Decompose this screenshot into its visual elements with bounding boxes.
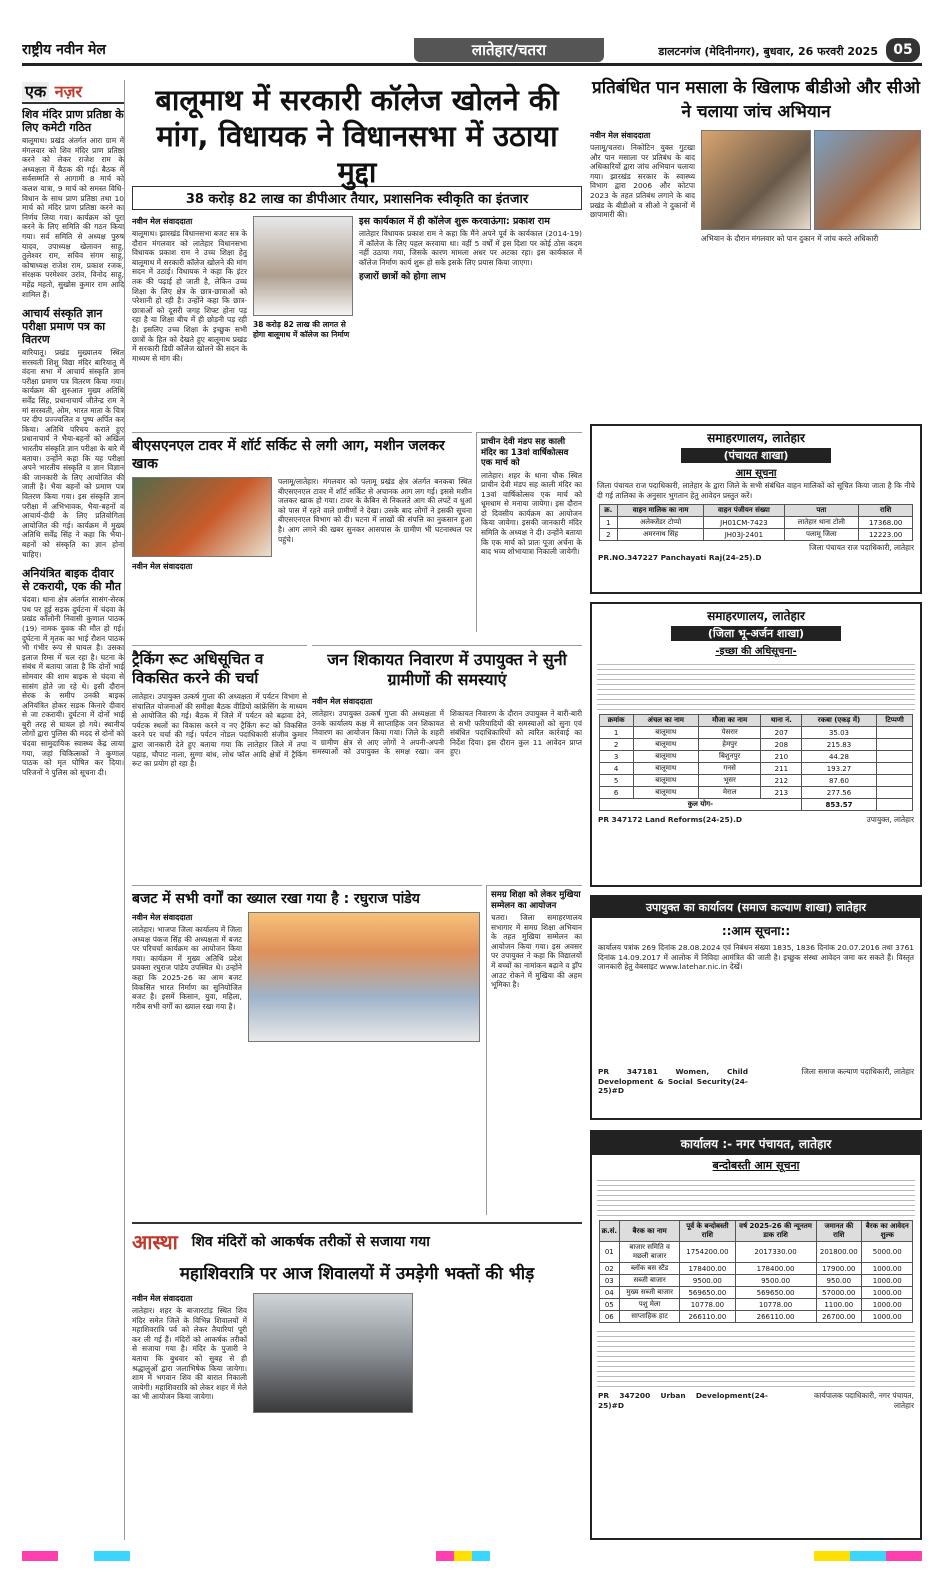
shiksha-title: समग्र शिक्षा को लेकर मुखिया सम्मेलन का आयोजन — [491, 890, 581, 911]
notice-fine-print — [597, 1176, 915, 1216]
table-cell: बालूमाथ — [633, 727, 698, 739]
notice-sub: (पंचायत शाखा) — [681, 448, 831, 463]
table-cell: साप्ताहिक हाट — [620, 1311, 680, 1323]
byline: नवीन मेल संवाददाता — [132, 1294, 193, 1303]
notice-title: ::आम सूचना:: — [721, 924, 791, 938]
aastha-text: लातेहार। शहर के बाजारटांड़ स्थित शिव मंदिर समेत जिले के विभिन्न शिवालयों में महाशिवरात्रि पर्व को लेकर तैयारियां पूरी कर ली गई हैं। मंदिरों को आकर्षक तरीकों से सजाया गया है। मंदिर के पुजारी ने बताया कि बुधवार को सुबह से ही श्रद्धालुओं द्वारा जलाभिषेक किया जायेगा। शाम में भगवान शिव की बारात निकाली जायेगी। महाशिवरात्रि को लेकर शहर में मेले का भी आयोजन किया जायेगा। — [132, 1306, 247, 1402]
shivling-photo — [253, 1293, 413, 1413]
table-cell — [876, 739, 913, 751]
masthead — [22, 36, 922, 66]
shop-inspection-photo — [814, 130, 921, 230]
table-cell: 1000.00 — [862, 1287, 913, 1299]
notice-title: बन्दोबस्ती आम सूचना — [712, 1159, 800, 1172]
aastha-label: आस्था — [132, 1230, 178, 1254]
sidebar-subtitle: हजारों छात्रों को होगा लाभ — [359, 272, 446, 283]
aastha-headline: महाशिवरात्रि पर आज शिवालयों में उमड़ेगी भक्तों की भीड़ — [179, 1264, 535, 1284]
table-cell: 569650.00 — [680, 1287, 735, 1299]
table-cell: 3 — [599, 751, 633, 763]
table-cell: JH03J-2401 — [704, 529, 785, 541]
shop-inspection-photo — [701, 130, 811, 230]
trekking-text: लातेहार। उपायुक्त उत्कर्ष गुप्ता की अध्यक्षता में पर्यटन विभाग से संचालित योजनाओं की समीक्षा बैठक वीडियो कांफ्रेंसिंग के माध्यम से आयोजित की गई। बैठक में जिले में पर्यटन को बढ़ावा देने, पर्यटक स्थलों का विकास करने व नए ट्रैकिंग रूट को विकसित करने पर चर्चा की गई। पर्यटन नोडल पदाधिकारी संजीव कुमार द्वारा जानकारी देते हुए बताया गया कि लातेहार जिले में तपा पहाड़, चौपाट नाला, सुग्गा बांध, लोध फॉल आदि क्षेत्रों में ट्रैकिंग रूट का प्रयोग हो रहा है। — [132, 692, 307, 769]
table-cell: 210 — [761, 751, 802, 763]
table-cell: 12223.00 — [858, 529, 913, 541]
table-cell: 44.28 — [802, 751, 877, 763]
right-headline: प्रतिबंधित पान मसाला के खिलाफ बीडीओ और सीओ ने चलाया जांच अभियान — [592, 78, 920, 122]
notice-ref: PR.NO.347227 Panchayati Raj(24-25).D — [598, 552, 762, 562]
fire-story — [132, 432, 472, 632]
grievance-story — [312, 645, 582, 875]
table-cell: 950.00 — [816, 1275, 862, 1287]
lead-headline: बालूमाथ में सरकारी कॉलेज खोलने की मांग, विधायक ने विधानसभा में उठाया मुद्दा — [155, 83, 559, 189]
table-cell: 05 — [599, 1299, 619, 1311]
table-cell: बालूमाथ — [633, 739, 698, 751]
budget-story — [132, 885, 482, 1215]
table-cell: 178400.00 — [735, 1263, 816, 1275]
notice-signature: उपायुक्त, लातेहार — [866, 815, 914, 824]
table-cell: बाजार समिति व मछली बाजार — [620, 1242, 680, 1263]
table-header: जमानत की राशि — [816, 1221, 862, 1242]
aastha-kicker: शिव मंदिरों को आकर्षक तरीकों से सजाया गया — [191, 1234, 430, 1250]
notice-municipal — [590, 1130, 922, 1540]
table-cell: भूसर — [698, 775, 761, 787]
table-row — [599, 739, 913, 751]
table-cell: 01 — [599, 1242, 619, 1263]
table-row — [599, 775, 913, 787]
table-cell: 1 — [599, 727, 633, 739]
notice-signature: कार्यपालक पदाधिकारी, नगर पंचायत, लातेहार — [813, 1391, 914, 1410]
table-cell: बालूमाथ — [633, 763, 698, 775]
sidebar-title: इस कार्यकाल में ही कॉलेज शुरू करवाऊंगा: प्रकाश राम — [359, 216, 550, 227]
byline: नवीन मेल संवाददाता — [312, 697, 373, 706]
table-header: वाहन मालिक का नाम — [618, 505, 704, 517]
table-cell — [876, 751, 913, 763]
table-cell: 06 — [599, 1311, 619, 1323]
table-cell: 5000.00 — [862, 1242, 913, 1263]
table-cell: हेमपुर — [698, 739, 761, 751]
table-cell: 35.03 — [802, 727, 877, 739]
newspaper-brand: राष्ट्रीय नवीन मेल — [22, 42, 106, 58]
lead-subhead: 38 करोड़ 82 लाख का डीपीआर तैयार, प्रशासनिक स्वीकृति का इंतजार — [132, 186, 582, 210]
table-cell: 212 — [761, 775, 802, 787]
notice-ref: PR 347181 Women, Child Development & Social Security(24-25)#D — [598, 1067, 748, 1096]
trekking-headline: ट्रैकिंग रूट अधिसूचित व विकसित करने की चर्चा — [132, 650, 264, 687]
table-header: थाना नं. — [761, 715, 802, 727]
table-cell: 1000.00 — [862, 1311, 913, 1323]
right-text: पलामू/चतरा। निकोटिन युक्त गुटखा और पान मसाला पर प्रतिबंध के बाद अधिकारियों द्वारा जांच अभियान चलाया गया। झारखंड सरकार के स्वास्थ्य विभाग द्वारा 2006 और कोटपा 2023 के तहत प्रतिबंध लगाने के बाद प्रखंड के बीडीओ व सीओ ने दुकानों में छापामारी की। — [590, 143, 695, 220]
table-cell: 9500.00 — [680, 1275, 735, 1287]
table-cell: 57000.00 — [816, 1287, 862, 1299]
notice-office: उपायुक्त का कार्यालय (समाज कल्याण शाखा) लातेहार — [592, 897, 920, 918]
table-cell: 211 — [761, 763, 802, 775]
notice-office: समाहरणालय, लातेहार — [707, 609, 805, 623]
notice-ref: PR 347172 Land Reforms(24-25).D — [598, 815, 743, 824]
shiksha-sidebar — [486, 885, 582, 1215]
table-cell — [876, 763, 913, 775]
table-header: वाहन पंजीयन संख्या — [704, 505, 785, 517]
table-cell: 1000.00 — [862, 1299, 913, 1311]
grievance-headline: जन शिकायत निवारण में उपायुक्त ने सुनी ग्रामीणों की समस्याएं — [327, 650, 567, 689]
byline: नवीन मेल संवाददाता — [590, 131, 651, 140]
notice-signature: जिला पंचायत राज पदाधिकारी, लातेहार — [809, 543, 914, 553]
fire-headline: बीएसएनएल टावर में शॉर्ट सर्किट से लगी आग, मशीन जलकर खाक — [132, 438, 445, 472]
table-header: मौजा का नाम — [698, 715, 761, 727]
table-cell: 10778.00 — [735, 1299, 816, 1311]
table-cell: बालूमाथ — [633, 775, 698, 787]
section-label: एक नज़र — [22, 80, 124, 104]
table-cell: लातेहार थाना टोली — [784, 517, 858, 529]
left-column — [22, 80, 125, 1540]
table-cell: पशु मेला — [620, 1299, 680, 1311]
page-number: 05 — [886, 38, 920, 62]
table-cell: 5 — [599, 775, 633, 787]
table-cell: पेसरार — [698, 727, 761, 739]
notice-office: समाहरणालय, लातेहार — [707, 431, 805, 445]
sidebar-text: लातेहार विधायक प्रकाश राम ने कहा कि मैंने अपने पूर्व के कार्यकाल (2014-19) में कॉलेज के लिए पहल करवाया था। वहीं 5 वर्षों में इस दिशा पर कोई ठोस कदम नहीं उठाया गया, जिसके कारण मामला अधर पर अटका रहा। इस कार्यकाल में कॉलेज निर्माण कार्य शुरू हो सके इसके लिए प्रयास किया जाएगा। — [359, 229, 582, 267]
dateline: डालटनगंज (मेदिनीनगर), बुधवार, 26 फरवरी 2025 — [658, 45, 878, 58]
table-header: अंचल का नाम — [633, 715, 698, 727]
table-row — [599, 1263, 913, 1275]
table-cell: 569650.00 — [735, 1287, 816, 1299]
table-cell: 2017330.00 — [735, 1242, 816, 1263]
notice-panchayat — [590, 424, 922, 594]
table-cell: अलेक्जेंडर टोप्पो — [618, 517, 704, 529]
byline: नवीन मेल संवाददाता — [132, 562, 193, 571]
table-cell: 02 — [599, 1263, 619, 1275]
bjp-meeting-photo — [248, 912, 480, 1042]
table-cell: 193.27 — [802, 763, 877, 775]
byline: नवीन मेल संवाददाता — [132, 217, 193, 226]
table-cell: मेराल — [698, 787, 761, 799]
table-total-row — [599, 799, 913, 811]
mla-photo — [253, 216, 353, 316]
table-cell: 1754200.00 — [680, 1242, 735, 1263]
trekking-story — [132, 645, 307, 875]
table-cell: 17368.00 — [858, 517, 913, 529]
budget-text: लातेहार। भाजपा जिला कार्यालय में जिला अध्यक्ष पंकज सिंह की अध्यक्षता में बजट पर परिचर्चा कार्यक्रम का आयोजन किया गया। कार्यक्रम में मुख्य अतिथि प्रदेश प्रवक्ता रघुराज पांडेय उपस्थित थे। उन्होंने कहा कि 2025-26 का आम बजट विकसित भारत निर्माण का सुनियोजित बजट है। इसमें किसान, युवा, महिला, गरीब सभी वर्गों का ख्याल रखा गया है। — [132, 925, 242, 1011]
right-lead-story — [590, 76, 922, 416]
temple-sidebar — [476, 432, 582, 632]
table-cell: बालूमाथ — [633, 751, 698, 763]
table-cell: 213 — [761, 787, 802, 799]
notice-text: जिला पंचायत राज पदाधिकारी, लातेहार के द्वारा जिले के सभी संबंधित वाहन मालिकों को सूचित किया जाता है कि नीचे दी गई तालिका के अनुसार भुगतान हेतु आवेदन प्रस्तुत करें। — [597, 481, 915, 500]
table-cell: 6 — [599, 787, 633, 799]
table-row — [599, 751, 913, 763]
table-row — [599, 1299, 913, 1311]
table-header: पता — [784, 505, 858, 517]
table-row — [599, 1287, 913, 1299]
table-cell: 26700.00 — [816, 1311, 862, 1323]
table-cell: 1000.00 — [862, 1275, 913, 1287]
notice-table — [599, 1220, 914, 1323]
table-cell: ब्लॉक बस स्टैंड — [620, 1263, 680, 1275]
notice-sub: (जिला भू-अर्जन शाखा) — [671, 626, 841, 641]
table-cell: बालूमाथ — [633, 787, 698, 799]
table-header: क्रमांक — [599, 715, 633, 727]
grievance-text: लातेहार। उपायुक्त उत्कर्ष गुप्ता की अध्यक्षता में उनके कार्यालय कक्ष में साप्ताहिक जन शिकायत निवारण का आयोजन किया गया। जिले के शहरी व ग्रामीण क्षेत्र से आए लोगों ने अपनी-अपनी समस्याओं को उपायुक्त के समक्ष रखा। जन शिकायत निवारण के दौरान उपायुक्त ने बारी-बारी से सभी फरियादियों की समस्याओं को सुना एवं संबंधित पदाधिकारियों को त्वरित कार्रवाई का निर्देश दिया। इस दौरान कुल 11 आवेदन प्राप्त हुए। — [312, 709, 582, 757]
table-header: बैरक का आवेदन शुल्क — [862, 1221, 913, 1242]
table-cell — [876, 787, 913, 799]
table-header: बैरक का नाम — [620, 1221, 680, 1242]
table-header: रकबा (एकड़ में) — [802, 715, 877, 727]
story-text: बालूमाथ। प्रखंड अंतर्गत आरा ग्राम में मंगलवार को शिव मंदिर प्राण प्रतिष्ठा करने को लेकर राजेश राम के अध्यक्षता में बैठक की गई। बैठक में सर्वसम्मति से आगामी 8 मार्च को कलश यात्रा, 9 मार्च को समस्त विधि-विधान के साथ प्राण प्रतिष्ठा तथा 10 मार्च को मंदिर प्राण प्रतिष्ठा करने का निर्णय लिया गया। कार्यक्रम को पूरा करने के लिए समिति की गठन किया गया। सर्व समिति से अध्यक्ष पुरुष यादव, उपाध्यक्ष खेलावन साहू, तुलेश्वर राम, सचिव संगम साहू, कोषाध्यक्ष राजेश राम, प्रकाश रजक, संरक्षक परमेश्वर उरांव, विनोद साहू, महेंद्र महतो, सुखोस कुमार राम आदि शामिल हैं। — [22, 136, 124, 299]
table-header: राशि — [858, 505, 913, 517]
total-value: 853.57 — [802, 799, 877, 811]
table-cell: 17900.00 — [816, 1263, 862, 1275]
notice-fine-print — [597, 1327, 915, 1387]
notice-ref: PR 347200 Urban Development(24-25)#D — [598, 1391, 768, 1410]
story-title: अनियंत्रित बाइक दीवार से टकरायी, एक की मौत — [22, 567, 122, 594]
table-row — [599, 763, 913, 775]
table-cell: 1 — [599, 517, 618, 529]
story-title: शिव मंदिर प्राण प्रतिष्ठा के लिए कमेटी गठित — [22, 108, 124, 134]
table-row — [599, 517, 913, 529]
table-cell: 266110.00 — [735, 1311, 816, 1323]
table-row — [599, 1275, 913, 1287]
table-row — [599, 529, 913, 541]
table-row — [599, 1311, 913, 1323]
table-cell: गनसे — [698, 763, 761, 775]
table-cell — [876, 799, 913, 811]
table-cell: 215.83 — [802, 739, 877, 751]
table-cell: 1100.00 — [816, 1299, 862, 1311]
table-row — [599, 787, 913, 799]
story-text: चंदवा। थाना क्षेत्र अंतर्गत सासंग-सेरक पथ पर हुई सड़क दुर्घटना में चंदवा के प्रखंड कॉलोनी निवासी कुणाल पाठक (19) नामक युवक की मौत हो गई। दुर्घटना में मृतक का भाई रौशन पाठक भी गंभीर रूप से घायल है। उसका इलाज रिम्स में चल रहा है। घटना के संबंध में बताया जाता है कि दोनों भाई सोमवार की शाम बाइक से चंदवा से सासंग होते जा रहे थे। इसी दौरान सेरक के समीप उनकी बाइक अनियंत्रित होकर सड़क किनारे दीवार से जा टकरायी। दुर्घटना में दोनों भाई बुरी तरह से घायल हो गये। स्थानीय लोगों द्वारा पुलिस की मदद से दोनों को चंदवा सामुदायिक स्वास्थ्य केंद्र लाया गया, जहां चिकित्सकों ने कुणाल पाठक को मृत घोषित कर दिया। परिजनों ने पुलिस को सूचना दी। — [22, 595, 124, 777]
notice-welfare — [590, 895, 922, 1120]
table-header: क्र. — [599, 505, 618, 517]
table-cell: 9500.00 — [735, 1275, 816, 1287]
table-cell: पलामू जिला — [784, 529, 858, 541]
table-cell: 03 — [599, 1275, 619, 1287]
table-cell: सब्जी बाजार — [620, 1275, 680, 1287]
table-row — [599, 727, 913, 739]
notice-text: कार्यालय पत्रांक 269 दिनांक 28.08.2024 एवं निबंधन संख्या 1835, 1836 दिनांक 20.07.2016 तथा 3761 दिनांक 14.09.2017 में आलोक में निविदा आमंत्रित की जाती है। इच्छुक संस्था आवेदन जमा कर सकते हैं। विस्तृत जानकारी हेतु वेबसाइट www.latehar.nic.in देखें। — [598, 943, 914, 972]
notice-table — [599, 504, 914, 541]
table-cell: 208 — [761, 739, 802, 751]
table-cell: 277.56 — [802, 787, 877, 799]
byline: नवीन मेल संवाददाता — [132, 913, 193, 922]
table-cell: 207 — [761, 727, 802, 739]
temple-title: प्राचीन देवी मंडप सह काली मंदिर का 13वां वार्षिकोत्सव एक मार्च को — [481, 437, 569, 468]
table-cell: 10778.00 — [680, 1299, 735, 1311]
lead-text: बालूमाथ। झारखंड विधानसभा बजट सत्र के दौरान मंगलवार को लातेहार विधानसभा विधायक प्रकाश राम ने उच्च शिक्षा हेतु बालूमाथ में सरकारी कॉलेज खोलने की मांग सदन में उठाई। विधायक ने कहा कि इंटर तक की पढ़ाई हो जाती है, लेकिन उच्च शिक्षा के लिए क्षेत्र के छात्र-छात्राओं को परेशानी हो रही है। उन्होंने कहा कि छात्र-छात्राओं को दूसरी जगह शिफ्ट होना पड़ रहा है या शिक्षा बीच में ही छोड़नी पड़ रही है। इसलिए उच्च शिक्षा के इच्छुक सभी छात्रों के हित को देखते हुए बालूमाथ प्रखंड में सरकारी डिग्री कॉलेज खोलने की सदन के माध्यम से मांग की। — [132, 229, 247, 363]
table-cell: 1000.00 — [862, 1263, 913, 1275]
table-header: टिप्पणी — [876, 715, 913, 727]
table-cell: 04 — [599, 1287, 619, 1299]
table-cell: JH01CM-7423 — [704, 517, 785, 529]
table-cell — [876, 775, 913, 787]
photo-caption: अभियान के दौरान मंगलवार को पान दुकान में जांच करते अधिकारी — [701, 234, 879, 243]
table-cell: 2 — [599, 739, 633, 751]
budget-headline: बजट में सभी वर्गों का ख्याल रखा गया है : रघुराज पांडेय — [132, 891, 420, 907]
table-cell: 178400.00 — [680, 1263, 735, 1275]
aastha-story — [132, 1222, 582, 1542]
notice-title: आम सूचना — [735, 468, 777, 479]
notice-title: -इच्छा की अधिसूचना- — [715, 646, 797, 657]
notice-fine-print — [597, 660, 915, 710]
tower-fire-photo — [132, 477, 272, 557]
shiksha-text: चतरा। जिला समाहरणालय सभागार में समग्र शिक्षा अभियान के तहत मुखिया सम्मेलन का आयोजन किया गया। इस अवसर पर उपायुक्त ने कहा कि विद्यालयों में बच्चों का नामांकन बढ़ाने व ड्रॉप आउट रोकने में मुखिया की अहम भूमिका है। — [491, 913, 582, 990]
table-cell: 4 — [599, 763, 633, 775]
total-label: कुल योग- — [599, 799, 802, 811]
table-header: वर्ष 2025-26 की न्यूनतम डाक राशि — [735, 1221, 816, 1242]
notice-office: कार्यालय :- नगर पंचायत, लातेहार — [592, 1132, 920, 1155]
table-header: पूर्व के बन्दोबस्ती राशि — [680, 1221, 735, 1242]
table-cell: अमरनाथ सिंह — [618, 529, 704, 541]
table-cell: मुख्य सब्जी बाजार — [620, 1287, 680, 1299]
story-text: बारियातू। प्रखंड मुख्यालय स्थित सरस्वती शिशु विद्या मंदिर बारियातू में वंदना सभा में आचार्य संस्कृति ज्ञान परीक्षा प्रमाण पत्र वितरण किया गया। कार्यक्रम की शुरुआत मुख्य अतिथि सर्वेंद्र सिंह, प्रधानाचार्य जीतेन्द्र राम ने मां सरस्वती, ओम, भारत माता के चित्र पर दीप प्रज्ज्वलित व पुष्प अर्पित कर किया। अतिथि परिचय कराते हुए प्रधानाचार्य ने भैया-बहनों को अखिल भारतीय संस्कृति ज्ञान परीक्षा के बारे में बताया। उन्होंने कहा कि यह परीक्षा अपने भारतीय संस्कृति व ज्ञान विज्ञान की जानकारी के लिए आयोजित की जाती है। भैया बहनों को प्रमाण पत्र वितरण किया गया। इस संस्कृति ज्ञान परीक्षा में अभिभावक, भैया-बहनों व आचार्य-दीदी के लिए प्रतियोगिता आयोजित की गई। कार्यक्रम में मुख्य अतिथि सर्वेंद्र सिंह ने कहा कि भैया-बहनों को संस्कृति का ज्ञान होना चाहिए। — [22, 348, 124, 559]
table-row — [599, 1242, 913, 1263]
table-cell: 201800.00 — [816, 1242, 862, 1263]
table-header: क्र.सं. — [599, 1221, 619, 1242]
notice-table — [599, 714, 914, 811]
table-cell: 266110.00 — [680, 1311, 735, 1323]
table-cell: 87.60 — [802, 775, 877, 787]
temple-text: लातेहार। शहर के थाना चौक स्थित प्राचीन देवी मंडप सह काली मंदिर का 13वां वार्षिकोत्सव एक मार्च को धूमधाम से मनाया जायेगा। इस दौरान दो दिवसीय कार्यक्रम का आयोजन किया जायेगा। इसकी जानकारी मंदिर समिति के अध्यक्ष ने दी। उन्होंने बताया कि एक मार्च को प्रातः पूजा अर्चना के बाद भव्य शोभायात्रा निकाली जायेगी। — [481, 470, 582, 557]
photo-caption: 38 करोड़ 82 लाख की लागत से होगा बालूमाथ में कॉलेज का निर्माण — [253, 320, 350, 339]
story-title: आचार्य संस्कृति ज्ञान परीक्षा प्रमाण पत्र का वितरण — [22, 307, 106, 347]
lead-story — [132, 82, 582, 422]
section-tag: लातेहार/चतरा — [414, 38, 604, 62]
fire-text: पलामू/लातेहार। मंगलवार को पलामू प्रखंड क्षेत्र अंतर्गत बनकबा स्थित बीएसएनएल टावर में शॉर्ट सर्किट से अचानक आग लग गई। इससे मशीन जलकर खाक हो गया। टावर के केबिन से निकलते आग की लपटें व धुआं को पास में रहने वाले ग्रामीणों ने देखा। उसके बाद लोगों ने इसकी सूचना बीएसएनएल विभाग को दी। घटना में लाखों की संपत्ति का नुकसान हुआ है। आग लगने की खबर सुनकर आसपास के ग्रामीण भी घटनास्थल पर पहुंचे। — [278, 477, 472, 544]
notice-signature: जिला समाज कल्याण पदाधिकारी, लातेहार — [801, 1067, 914, 1076]
table-cell: 2 — [599, 529, 618, 541]
notice-land — [590, 602, 922, 887]
print-color-bar — [22, 1551, 922, 1561]
table-cell — [876, 727, 913, 739]
table-cell: बिशुनपुर — [698, 751, 761, 763]
